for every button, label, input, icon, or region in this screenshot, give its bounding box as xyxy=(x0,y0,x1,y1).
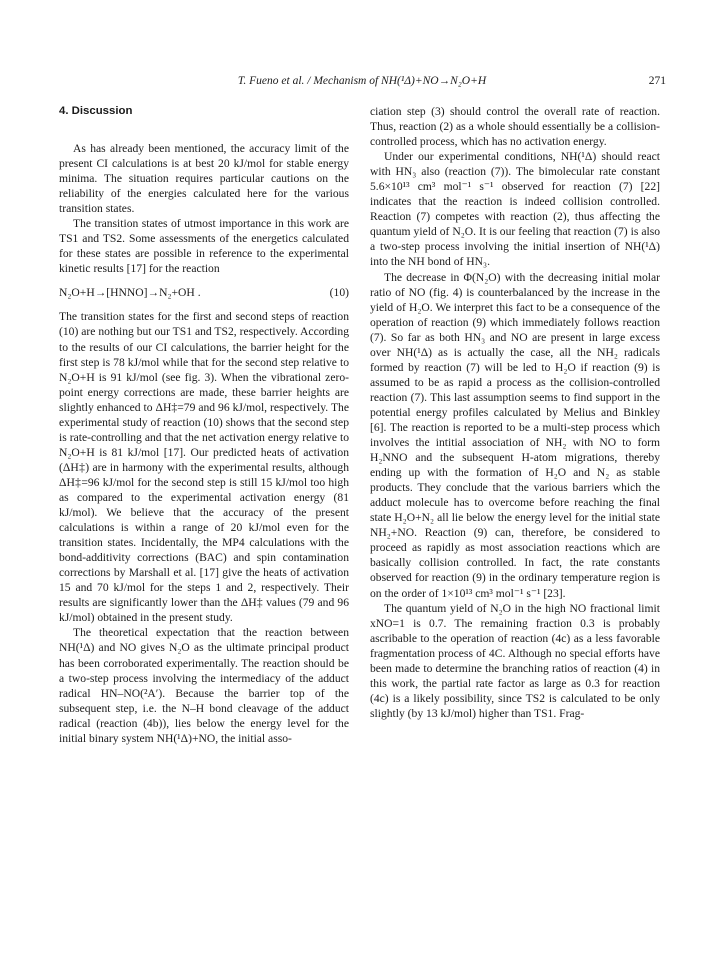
paragraph: The quantum yield of N₂O in the high NO fractional limit xNO=1 is 0.7. The remaining fraction 0.3 is probably ascribable to the operation of reaction (4c) as a less favorable fragmentation process of 4C. Although no special efforts have been made to determine the branching ratios of reaction (4) in this work, the partial rate factor as large as 0.3 for reaction (4c) is a likely possibility, since TS2 is calculated to be only slightly (by 13 kJ/mol) higher than TS1. Frag- xyxy=(370,601,660,720)
equation xyxy=(59,285,349,300)
right-column xyxy=(370,104,660,721)
left-column xyxy=(59,104,349,746)
paragraph: ciation step (3) should control the overall rate of reaction. Thus, reaction (2) as a whole should essentially be a collision-controlled process, which has no activation energy. xyxy=(370,105,660,149)
running-header xyxy=(58,74,666,88)
paragraph: The theoretical expectation that the reaction between NH(¹Δ) and NO gives N₂O as the ultimate principal product has been corroborated experimentally. The reaction should be a two-step process involving the intermediacy of the adduct radical HN–NO(²A′). Because the barrier top of the subsequent step, i.e. the N–H bond cleavage of the adduct radical (reaction (4b)), lies below the energy level for the initial binary system NH(¹Δ)+NO, the initial asso- xyxy=(59,626,349,745)
paragraph: As has already been mentioned, the accuracy limit of the present CI calculations is at best 20 kJ/mol for stable energy minima. The situation requires particular cautions on the reliability of the energies calculated here for the various transition states. xyxy=(59,142,349,216)
page-number: 271 xyxy=(648,75,666,87)
paragraph: The decrease in Φ(N₂O) with the decreasing initial molar ratio of NO (fig. 4) is counterbalanced by the increase in the yield of H₂O. We interpret this fact to be a consequence of the operation of reaction (9) which immediately follows reaction (7). So far as both HN₃ and NO are present in large excess over NH(¹Δ) as is actually the case, all the NH₂ radicals formed by reaction (7) will be led to H₂O if reaction (9) is assumed to be as rapid a process as the collision-controlled reaction (7). This last assumption seems to find support in the potential energy profiles calculated by Melius and Binkley [6]. The reaction is reported to be a multi-step process which involves the intitial association of NH₂ with NO to form H₂NNO and the subsequent H-atom migrations, thereby ending up with the formation of H₂O and N₂ as stable products. They conclude that the various barriers which the adduct molecule has to overcome before reaching the final state H₂O+N₂ all lie below the energy level for the initial state NH₂+NO. Reaction (9) can, therefore, be considered to proceed as rapidly as most association reactions which are basically collision controlled. In fact, the rate constants observed for reaction (9) in the ordinary temperature region is on the order of 1×10¹³ cm³ mol⁻¹ s⁻¹ [23]. xyxy=(370,270,660,600)
paragraph: The transition states for the first and second steps of reaction (10) are nothing but our TS1 and TS2, respectively. According to the results of our CI calculations, the barrier height for the first step is 78 kJ/mol while that for the second step relative to N₂O+H is 91 kJ/mol (see fig. 3). When the vibrational zero-point energy corrections are made, these barrier heights are slightly enhanced to ΔH‡=79 and 96 kJ/mol, respectively. The experimental study of reaction (10) shows that the second step is rate-controlling and that the net activation energy relative to N₂O+H is 81 kJ/mol [17]. Our predicted heats of activation (ΔH‡) are in harmony with the experimental results, although ΔH‡=96 kJ/mol for the second step is still 15 kJ/mol too high as compared to the experimental activation energy (81 kJ/mol). We believe that the accuracy of the present calculations is within a range of 20 kJ/mol even for the transition states. Incidentally, the MP4 calculations with the bond-additivity corrections (BAC) and spin contamination corrections by Marshall et al. [17] give the heats of activation 15 and 70 kJ/mol for the steps 1 and 2, respectively. Their results are significantly lower than the ΔH‡ values (79 and 96 kJ/mol) obtained in the present study. xyxy=(59,310,349,625)
paragraph: The transition states of utmost importance in this work are TS1 and TS2. Some assessments of the energetics calculated for these states are possible in reference to the experimental kinetic results [17] for the reaction xyxy=(59,217,349,276)
section-heading: 4. Discussion xyxy=(59,105,133,117)
equation-number: (10) xyxy=(329,286,349,300)
paragraph: Under our experimental conditions, NH(¹Δ) should react with HN₃ also (reaction (7)). The bimolecular rate constant 5.6×10¹³ cm³ mol⁻¹ s⁻¹ observed for reaction (7) [22] indicates that the reaction is indeed collision controlled. Reaction (7) competes with reaction (2), thus affecting the quantum yield of N₂O. It is our feeling that reaction (7) is also a two-step process involving the initial insertion of NH(¹Δ) into the NH bond of HN₃. xyxy=(370,150,660,269)
equation-expression: N₂O+H→[HNNO]→N₂+OH . xyxy=(59,286,201,300)
running-title: T. Fueno et al. / Mechanism of NH(¹Δ)+NO→N₂O+H xyxy=(237,75,487,87)
